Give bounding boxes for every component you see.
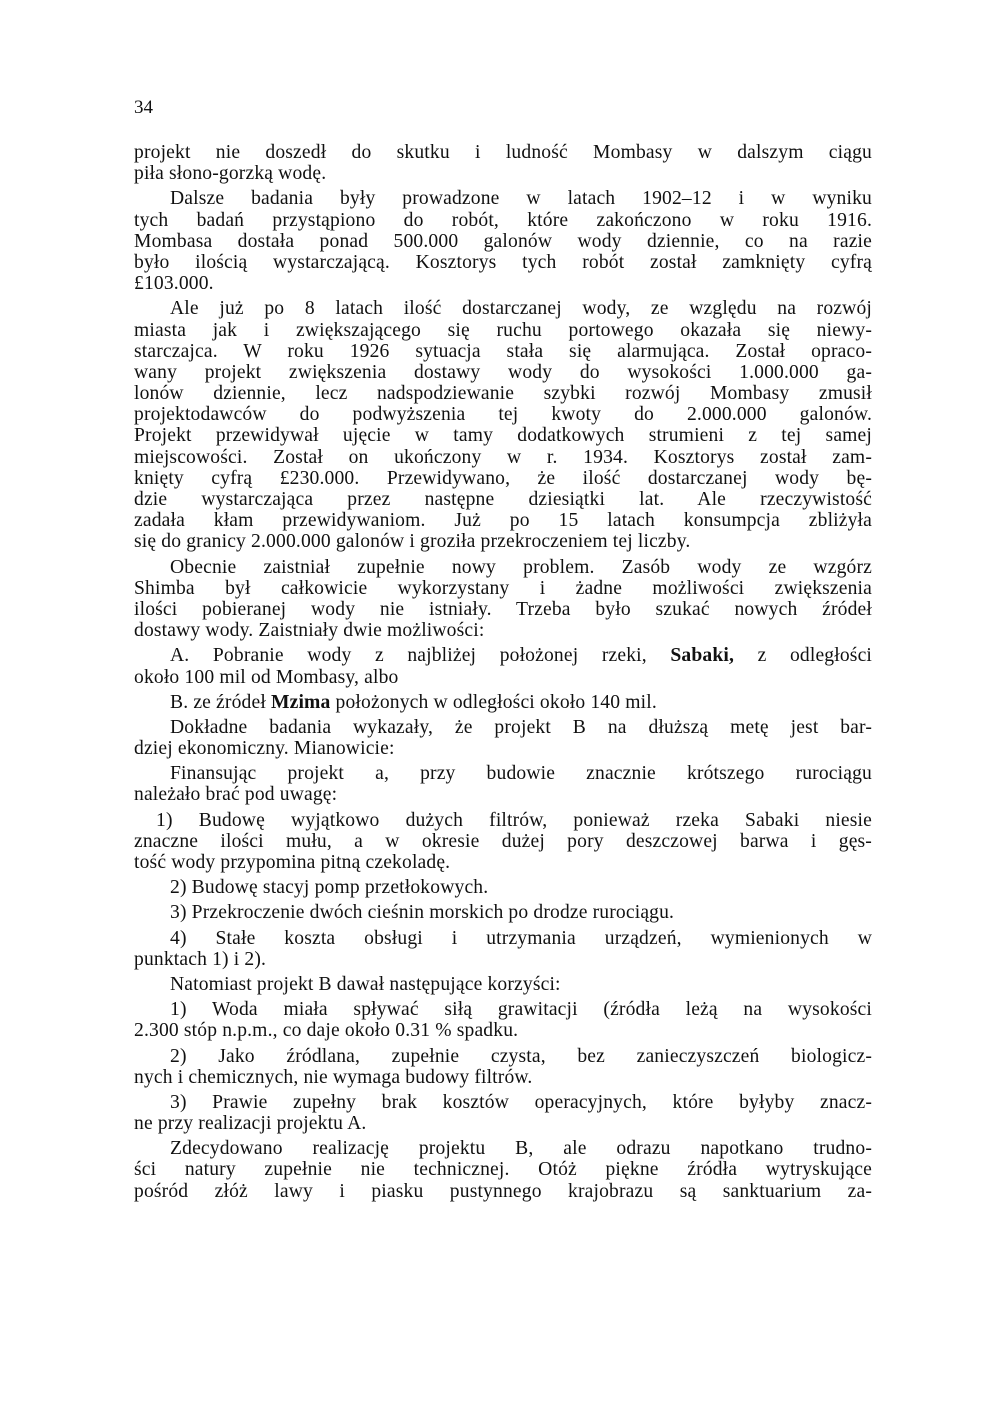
text-line [134, 557, 872, 578]
text-run: wany projekt zwiększenia dostawy wody do wysokości 1.000.000 ga- [134, 361, 872, 383]
text-line [134, 738, 872, 759]
text-run: Finansując projekt a, przy budowie znacznie krótszego rurociągu [170, 763, 872, 785]
text-line [134, 341, 872, 362]
text-run: ilości pobieranej wody nie istniały. Trzeba było szukać nowych źródeł [134, 598, 872, 620]
text-run: 2) Budowę stacyj pomp przetłokowych. [170, 877, 489, 899]
text-run: 4) Stałe koszta obsługi i utrzymania urządzeń, wymienionych w [170, 927, 872, 949]
text-line [134, 510, 872, 531]
text-line [134, 999, 872, 1020]
text-run: z odległości [734, 645, 873, 667]
text-run: 2.300 stóp n.p.m., co daje około 0.31 % spadku. [134, 1020, 519, 1042]
text-run: £103.000. [134, 273, 214, 295]
text-run: 2) Jako źródlana, zupełnie czysta, bez zanieczyszczeń biologicz- [170, 1045, 872, 1067]
text-run: miasta jak i zwiększającego się ruchu portowego okazała się niewy- [134, 319, 872, 341]
text-line [134, 383, 872, 404]
text-line [134, 717, 872, 738]
text-run: Obecnie zaistniał zupełnie nowy problem. Zasób wody ze wzgórz [170, 556, 872, 578]
text-run: 1) Budowę wyjątkowo dużych filtrów, ponieważ rzeka Sabaki niesie [156, 809, 872, 831]
text-line [134, 1092, 872, 1113]
text-line [134, 667, 872, 688]
text-line [134, 852, 872, 873]
text-run: A. Pobranie wody z najbliżej położonej rzeki, [170, 645, 671, 667]
page-number: 34 [134, 97, 153, 118]
text-line [134, 231, 872, 252]
text-run: B. ze źródeł [170, 691, 271, 713]
text-run: Zdecydowano realizację projektu B, ale odrazu napotkano trudno- [170, 1138, 872, 1160]
text-line [134, 210, 872, 231]
text-run: Shimba był całkowicie wykorzystany i żadne możliwości zwiększenia [134, 577, 872, 599]
text-run: tość wody przypomina pitną czekoladę. [134, 852, 451, 873]
text-line [134, 1181, 872, 1202]
text-run: knięty cyfrą £230.000. Przewidywano, że ilość dostarczanej wody bę- [134, 467, 872, 489]
text-line [134, 1113, 872, 1134]
text-line [134, 425, 872, 446]
text-line [134, 163, 872, 184]
text-run: pośród złóż lawy i piasku pustynnego krajobrazu są sanktuarium za- [134, 1180, 872, 1202]
text-line [134, 763, 872, 784]
text-line [134, 810, 872, 831]
text-line [134, 1020, 872, 1041]
text-run: dziej ekonomiczny. Mianowicie: [134, 738, 395, 760]
text-line [134, 489, 872, 510]
text-line [134, 620, 872, 641]
text-run: było ilością wystarczającą. Kosztorys tych robót został zamknięty cyfrą [134, 251, 872, 273]
text-line [134, 252, 872, 273]
text-line [134, 1138, 872, 1159]
text-run: położonych w odległości około 140 mil. [330, 691, 657, 713]
text-line [134, 404, 872, 425]
text-line [134, 362, 872, 383]
text-run: Dokładne badania wykazały, że projekt B na dłuższą metę jest bar- [170, 716, 872, 738]
text-line [134, 531, 872, 552]
text-run: nych i chemicznych, nie wymaga budowy filtrów. [134, 1066, 533, 1088]
text-run: piła słono-gorzką wodę. [134, 163, 327, 185]
text-run: tych badań przystąpiono do robót, które zakończono w roku 1916. [134, 209, 872, 231]
text-line [134, 645, 872, 666]
text-run: 3) Przekroczenie dwóch cieśnin morskich po drodze rurociągu. [170, 902, 675, 924]
text-run: projektodawców do podwyższenia tej kwoty do 2.000.000 galonów. [134, 404, 872, 426]
text-run: 1) Woda miała spływać siłą grawitacji (źródła leżą na wysokości [170, 999, 872, 1021]
text-line [134, 578, 872, 599]
text-line [134, 320, 872, 341]
text-line [134, 949, 872, 970]
text-line [134, 784, 872, 805]
text-run: się do granicy 2.000.000 galonów i groziła przekroczeniem tej liczby. [134, 531, 691, 553]
text-run: lonów dziennie, lecz nadspodziewanie szybki rozwój Mombasy zmusił [134, 383, 872, 405]
text-run: Dalsze badania były prowadzone w latach 1902–12 i w wyniku [170, 188, 872, 210]
text-line [134, 928, 872, 949]
text-line [134, 142, 872, 163]
text-line [134, 273, 872, 294]
text-run: Mombasa dostała ponad 500.000 galonów wody dziennie, co na razie [134, 230, 872, 252]
text-run: Natomiast projekt B dawał następujące korzyści: [170, 973, 561, 995]
text-line [134, 1067, 872, 1088]
text-line [134, 831, 872, 852]
text-run: ści natury zupełnie nie technicznej. Otóż piękne źródła wytryskujące [134, 1159, 872, 1181]
text-run: starczajca. W roku 1926 sytuacja stała się alarmująca. Został opraco- [134, 340, 872, 362]
text-line [134, 468, 872, 489]
text-line [134, 1159, 872, 1180]
text-run: zadała kłam przewidywaniom. Już po 15 latach konsumpcja zbliżyła [134, 510, 872, 532]
text-line [134, 298, 872, 319]
body-text [134, 142, 872, 1202]
text-line [134, 188, 872, 209]
text-run: znaczne ilości mułu, a w okresie dużej pory deszczowej barwa i gęs- [134, 830, 872, 852]
text-run: należało brać pod uwagę: [134, 784, 338, 806]
text-line [134, 877, 872, 898]
text-line [134, 692, 872, 713]
text-run: około 100 mil od Mombasy, albo [134, 666, 399, 688]
text-run: dzie wystarczająca przez następne dziesiątki lat. Ale rzeczywistość [134, 489, 872, 510]
text-line [134, 902, 872, 923]
text-run: punktach 1) i 2). [134, 948, 267, 970]
text-run: projekt nie doszedł do skutku i ludność Mombasy w dalszym ciągu [134, 142, 872, 163]
text-line [134, 974, 872, 995]
text-line [134, 447, 872, 468]
text-line [134, 599, 872, 620]
text-run: Ale już po 8 latach ilość dostarczanej wody, ze względu na rozwój [170, 298, 872, 320]
bold-term: Sabaki, [670, 645, 735, 667]
text-run: ne przy realizacji projektu A. [134, 1113, 367, 1135]
text-run: miejscowości. Został on ukończony w r. 1934. Kosztorys został zam- [134, 446, 872, 468]
text-run: dostawy wody. Zaistniały dwie możliwości: [134, 620, 485, 642]
text-run: Projekt przewidywał ujęcie w tamy dodatkowych strumieni z tej samej [134, 425, 872, 447]
bold-term: Mzima [270, 691, 331, 713]
text-line [134, 1046, 872, 1067]
text-run: 3) Prawie zupełny brak kosztów operacyjnych, które byłyby znacz- [170, 1091, 872, 1113]
